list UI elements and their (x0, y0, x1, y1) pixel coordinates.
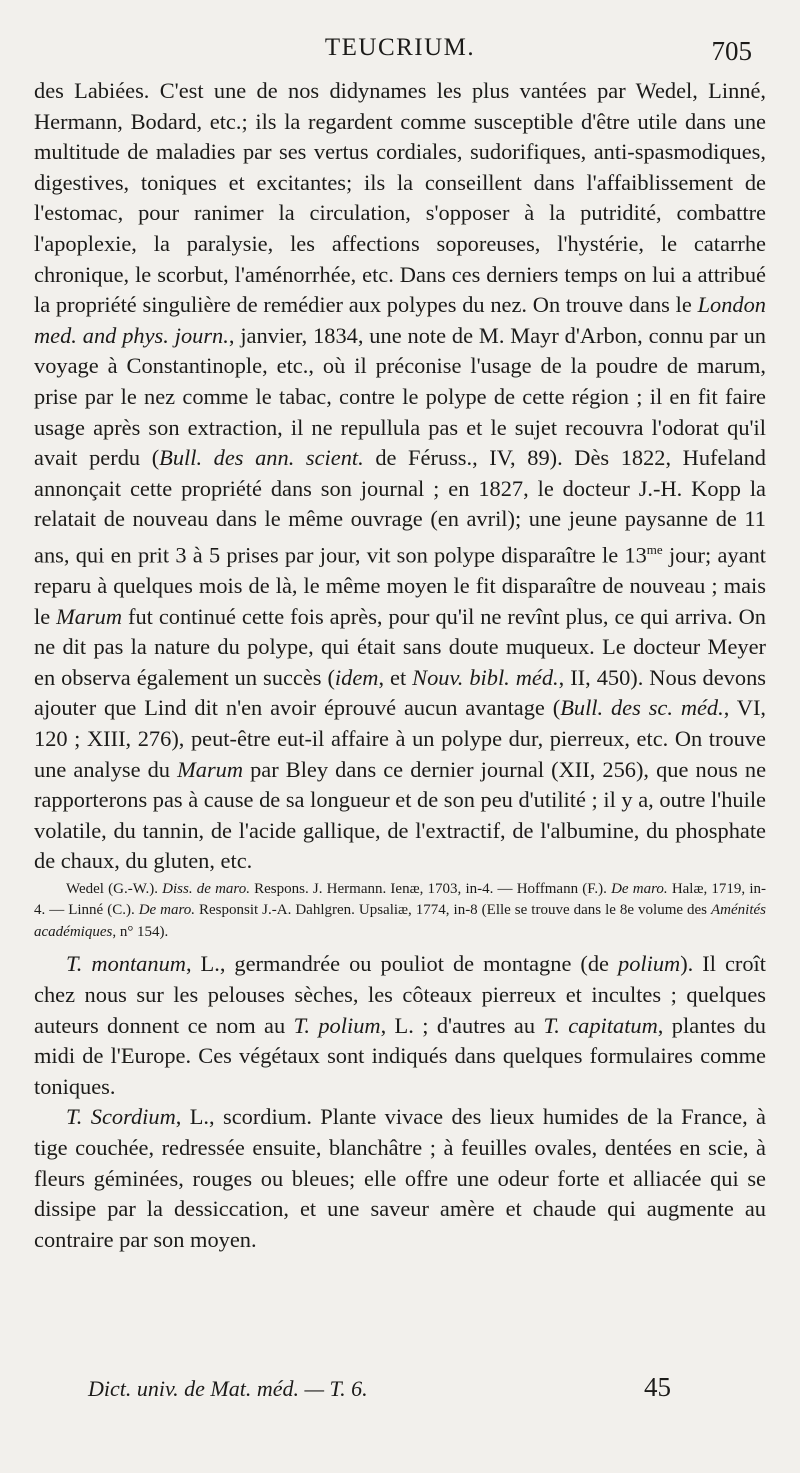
text-run: , II, 450). Nous devons ajouter que Lind dit n'en avoir éprouvé aucun avantage ( (34, 664, 766, 721)
reference-title: idem (334, 664, 379, 690)
text-run: Responsit J.-A. Dahlgren. Upsaliæ, 1774, in-8 (Elle se trouve dans le 8e volume des (195, 902, 712, 919)
text-run: des Labiées. C'est une de nos didynames les plus vantées par Wedel, Linné, Hermann, Bodard, etc.; ils la regardent comme susceptible d'être utile dans une multitude de maladies par ses vertus cordiales, sudorifiques, anti-spasmodiques, digestives, toniques et excitantes; ils la conseillent dans l'affaiblissement de l'estomac, pour ranimer la circulation, s'opposer à la putridité, combattre l'apoplexie, la paralysie, les affections soporeuses, l'hystérie, le catarrhe chronique, le scorbut, l'aménorrhée, etc. Dans ces derniers temps on lui a attribué la propriété singulière de remédier aux polypes du nez. On trouve dans le (34, 78, 766, 318)
text-run: , janvier, 1834, une note de M. Mayr d'Arbon, connu par un voyage à Constantinople, etc., où il préconise l'usage de la poudre de marum, prise par le nez comme le tabac, contre le polype de cette région ; il en fit faire usage après son extraction, il ne repullula pas et le sujet recouvra l'odorat qu'il avait perdu ( (34, 322, 767, 471)
species-name: polium (618, 951, 681, 977)
body-text (34, 76, 766, 1255)
text-run: , plantes du midi de l'Europe. Ces végétaux sont indiqués dans quelques formulaires comme toniques. (34, 1012, 766, 1099)
work-title: De maro. (611, 880, 668, 897)
species-name: T. montanum (66, 951, 186, 977)
page-header (34, 34, 766, 70)
signature-mark: 45 (644, 1372, 671, 1402)
reference-title: Bull. des ann. scient. (159, 445, 364, 471)
text-run: ). Il croît chez nous sur les pelouses sèches, les côteaux pierreux et incultes ; quelques auteurs donnent ce nom au (34, 951, 766, 1038)
page-footer (34, 1372, 766, 1416)
text-run: jour; ayant reparu à quelques mois de là, le même moyen le fit disparaître de nouveau ; mais le (34, 542, 766, 629)
genus-name: Marum (177, 756, 244, 782)
running-foot: Dict. univ. de Mat. méd. — T. 6. (88, 1376, 368, 1401)
text-run: par Bley dans ce dernier journal (XII, 256), que nous ne rapporterons pas à cause de sa longueur et de son peu d'utilité ; il y a, outre l'huile volatile, du tannin, de l'acide gallique, de l'extractif, de l'albumine, du phosphate de chaux, du gluten, etc. (34, 756, 767, 874)
species-name: T. capitatum (543, 1012, 658, 1038)
reference-title: Bull. des sc. méd. (560, 695, 724, 721)
work-title: Aménités académiques (34, 902, 766, 940)
text-run: fut continué cette fois après, pour qu'il ne revînt plus, ce qui arriva. On ne dit pas la nature du polype, qui était sans doute muqueux. Le docteur Meyer en observa également un succès ( (34, 603, 766, 690)
ordinal-suffix: me (646, 541, 663, 557)
genus-name: Marum (56, 603, 123, 629)
text-run: , et (378, 664, 413, 690)
text-run: , VI, 120 ; XIII, 276), peut-être eut-il affaire à un polype dur, pierreux, etc. On trouve une analyse du (34, 695, 767, 782)
text-run: Halæ, 1719, in-4. — Linné (C.). (34, 880, 767, 919)
paragraph-marum (34, 76, 766, 877)
running-title: TEUCRIUM. (324, 34, 476, 61)
text-run: , L. ; d'autres au (380, 1012, 544, 1038)
work-title: De maro. (138, 902, 196, 919)
paragraph-scordium (34, 1102, 766, 1255)
journal-title: London med. and phys. journ. (34, 292, 766, 348)
paragraph-montanum (34, 949, 766, 1102)
reference-title: Nouv. bibl. méd. (412, 664, 559, 690)
species-name: T. polium (293, 1012, 381, 1038)
text-run: , L., germandrée ou pouliot de montagne (de (185, 951, 618, 977)
text-run: de Féruss., IV, 89). Dès 1822, Hufeland annonçait cette propriété dans son journal ; en 1827, le docteur J.-H. Kopp la relatait de nouveau dans le même ouvrage (en avril); une jeune paysanne de 11 ans, qui en prit 3 à 5 prises par jour, vit son polype disparaître le 13 (34, 445, 766, 568)
work-title: Diss. de maro. (162, 880, 250, 897)
text-run: Wedel (G.-W.). (66, 880, 163, 897)
bibliography-note (34, 879, 766, 944)
page-number: 705 (711, 36, 752, 66)
species-name: T. Scordium (66, 1104, 176, 1130)
text-run: , L., scordium. Plante vivace des lieux humides de la France, à tige couchée, redressée ensuite, blanchâtre ; à feuilles ovales, dentées en scie, à fleurs géminées, rouges ou bleues; elle offre une odeur forte et alliacée qui se dissipe par la dessiccation, et une saveur amère et chaude qui augmente au contraire par son moyen. (34, 1104, 766, 1252)
text-run: Respons. J. Hermann. Ienæ, 1703, in-4. — Hoffmann (F.). (249, 880, 612, 897)
text-run: , n° 154). (112, 923, 169, 940)
